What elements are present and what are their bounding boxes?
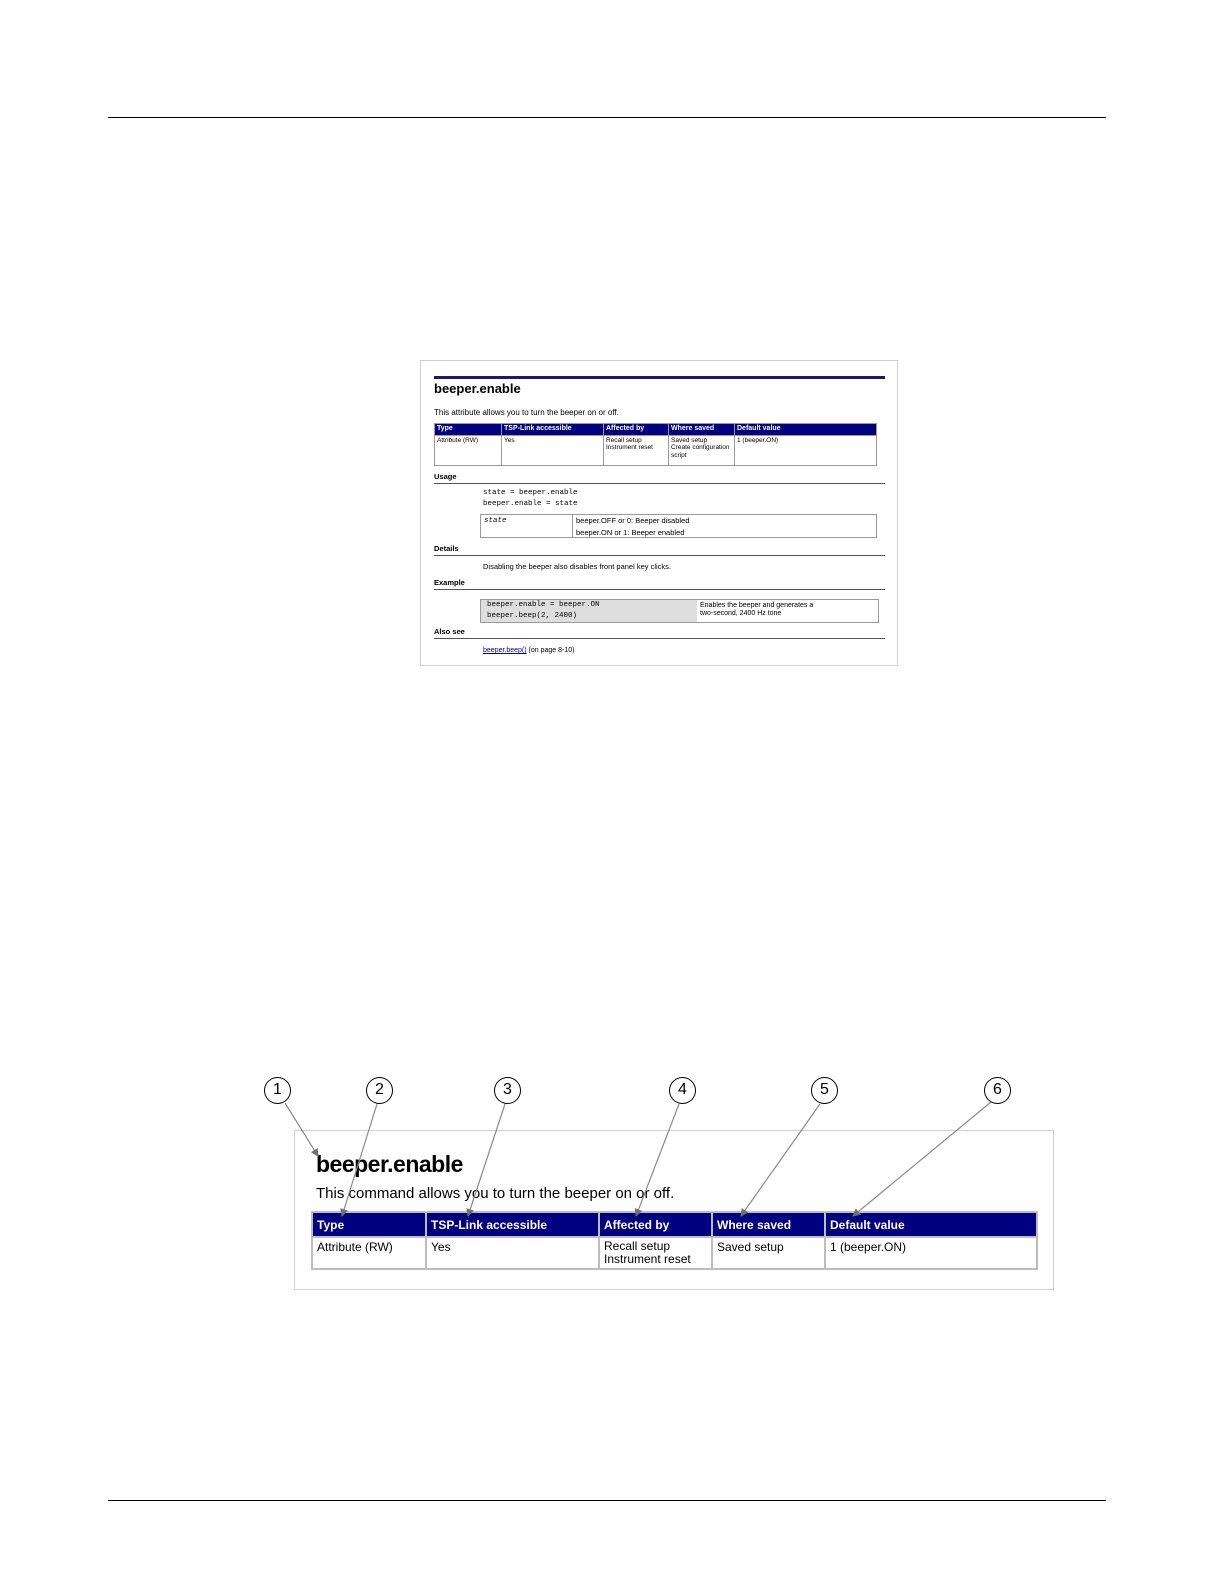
cell-type: Attribute (RW) <box>435 436 502 466</box>
cell-where-saved: Saved setup Create configuration script <box>669 436 735 466</box>
parameter-value: beeper.OFF or 0: Beeper disabled <box>576 516 690 525</box>
parameter-name: state <box>484 517 507 525</box>
command-description: This attribute allows you to turn the beeper on or off. <box>434 408 619 417</box>
usage-heading: Usage <box>434 473 885 484</box>
callout-number-5: 5 <box>811 1077 838 1104</box>
example-description: Enables the beeper and generates a two-second, 2400 Hz tone <box>700 602 814 618</box>
callout-command-description: This command allows you to turn the beeper on or off. <box>316 1185 675 1202</box>
callout-attribute-table <box>311 1211 1038 1270</box>
details-heading: Details <box>434 545 885 556</box>
example-code <box>481 600 697 622</box>
also-see-link[interactable]: beeper.beep() <box>483 647 527 654</box>
also-see-heading: Also see <box>434 628 885 639</box>
usage-block <box>483 489 578 511</box>
callout-number-1: 1 <box>264 1077 291 1104</box>
attribute-table <box>434 423 877 466</box>
header-tsp-link: TSP-Link accessible <box>427 1213 598 1236</box>
header-where-saved: Where saved <box>713 1213 824 1236</box>
cell-affected-by: Recall setup Instrument reset <box>600 1238 711 1268</box>
title-bar <box>434 376 885 379</box>
header-affected-by: Affected by <box>600 1213 711 1236</box>
usage-line: state = beeper.enable <box>483 489 578 497</box>
callout-figure <box>294 1130 1054 1290</box>
callout-number-2: 2 <box>366 1077 393 1104</box>
usage-line: beeper.enable = state <box>483 500 578 508</box>
cell-where-saved: Saved setup <box>713 1238 824 1268</box>
example-code-line: beeper.beep(2, 2400) <box>487 612 578 620</box>
cell-affected-by: Recall setup Instrument reset <box>604 436 669 466</box>
cell-default-value: 1 (beeper.ON) <box>826 1238 1036 1268</box>
column-divider <box>572 515 573 537</box>
parameter-value: beeper.ON or 1: Beeper enabled <box>576 528 685 537</box>
header-default-value: Default value <box>826 1213 1036 1236</box>
example-table <box>480 599 879 623</box>
callout-number-3: 3 <box>494 1077 521 1104</box>
details-text: Disabling the beeper also disables front panel key clicks. <box>483 562 672 571</box>
parameter-table <box>480 514 877 538</box>
callout-command-title: beeper.enable <box>316 1151 463 1177</box>
cell-tsp-link: Yes <box>427 1238 598 1268</box>
header-type: Type <box>313 1213 425 1236</box>
example-heading: Example <box>434 579 885 590</box>
header-where-saved: Where saved <box>669 424 735 436</box>
cell-type: Attribute (RW) <box>313 1238 425 1268</box>
cell-default-value: 1 (beeper.ON) <box>735 436 877 466</box>
callout-number-6: 6 <box>984 1077 1011 1104</box>
header-affected-by: Affected by <box>604 424 669 436</box>
cell-tsp-link: Yes <box>502 436 604 466</box>
header-rule <box>108 117 1106 118</box>
example-code-line: beeper.enable = beeper.ON <box>487 601 600 609</box>
also-see-line <box>483 647 574 655</box>
footer-rule <box>108 1500 1106 1501</box>
also-see-page-ref: (on page 8-10) <box>526 647 575 654</box>
header-tsp-link: TSP-Link accessible <box>502 424 604 436</box>
header-type: Type <box>435 424 502 436</box>
header-default-value: Default value <box>735 424 877 436</box>
command-example-figure <box>420 360 898 666</box>
command-title: beeper.enable <box>434 381 521 396</box>
callout-number-4: 4 <box>669 1077 696 1104</box>
